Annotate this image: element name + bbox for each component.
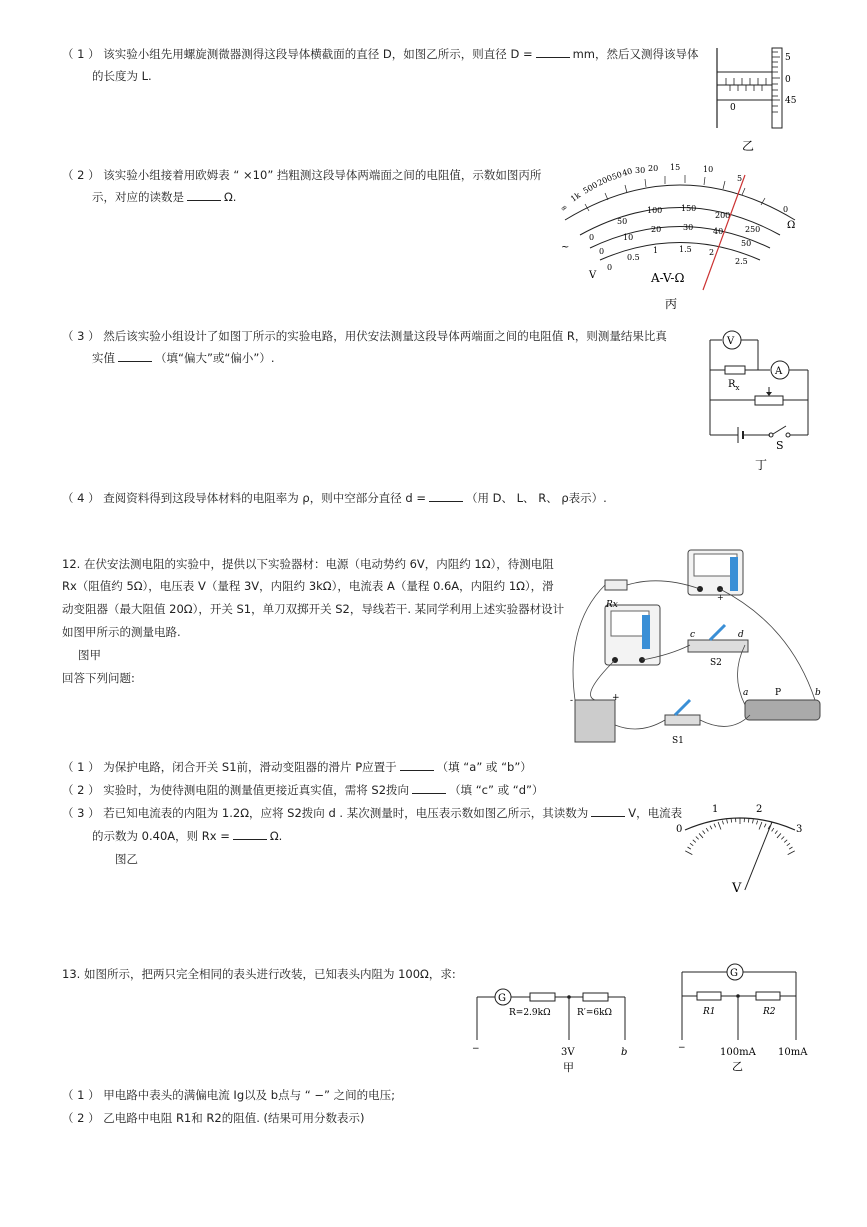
volt-tick-label: 2 xyxy=(756,804,763,815)
volt-tick xyxy=(696,837,699,840)
main-scale-zero: 0 xyxy=(730,103,736,113)
q12-part2: （ 2 ） 实验时，为使待测电阻的测量值更接近真实值，需将 S2拨向 （填 “c” 或 “d”） xyxy=(62,783,544,797)
terminal-10ma: 10mA xyxy=(778,1047,808,1058)
low-label: 2.5 xyxy=(735,257,748,266)
q12-figure-caption: 图甲 xyxy=(78,648,101,662)
q13-stem: 13. 如图所示，把两只完全相同的表头进行改装，已知表头内阻为 100Ω，求: xyxy=(62,967,456,981)
terminal-b: b xyxy=(621,1047,628,1058)
mid-label: 0 xyxy=(599,247,605,256)
battery-minus: - xyxy=(570,696,574,706)
rheostat-a: a xyxy=(743,688,749,698)
volt-tick xyxy=(722,821,723,825)
dc-label: 150 xyxy=(681,204,697,213)
r2-label: R2 xyxy=(763,1007,776,1017)
voltmeter-label: V xyxy=(727,336,735,347)
galvanometer-label: G xyxy=(730,968,738,979)
volt-tick xyxy=(788,851,795,855)
q11-part2-line1: （ 2 ） 该实验小组接着用欧姆表 “ ×10” 挡粗测这段导体两端面之间的电阻值，示数如图丙所 xyxy=(62,168,542,182)
volt-tick xyxy=(752,819,753,823)
volt-tick xyxy=(731,819,732,823)
q11-part4-line: （ 4 ） 查阅资料得到这段导体材料的电阻率为 ρ，则中空部分直径 d = （用 D、 L、 R、 ρ表示）. xyxy=(62,491,607,505)
r1-label: R1 xyxy=(703,1007,716,1017)
ohm-label: 200 xyxy=(596,173,614,188)
ohm-label: 50 xyxy=(610,169,624,182)
volt-tick xyxy=(693,840,696,843)
minus-terminal: − xyxy=(678,1043,686,1053)
rx-label: Rx xyxy=(606,600,618,610)
thimble-tick-45: 45 xyxy=(785,96,797,106)
test-resistor xyxy=(605,580,627,590)
q12-stem-line2: Rx（阻值约 5Ω），电压表 V（量程 3V，内阻约 3kΩ），电流表 A（量程 0.6A，内阻约 1Ω），滑 xyxy=(62,579,554,593)
volt-tick xyxy=(710,826,712,830)
switch-label: S xyxy=(776,439,784,452)
answer-blank[interactable] xyxy=(536,47,570,58)
figure-caption: 丙 xyxy=(665,297,678,311)
low-label: 0 xyxy=(607,263,613,272)
resistor-rprime-label: R′=6kΩ xyxy=(577,1008,613,1018)
dc-label: 200 xyxy=(715,211,731,220)
mid-label: 20 xyxy=(651,225,662,234)
ammeter-label: A xyxy=(775,366,783,377)
volt-tick xyxy=(764,824,766,828)
q13-part2: （ 2 ） 乙电路中电阻 R1和 R2的阻值. (结果可用分数表示) xyxy=(62,1111,365,1125)
contact-d: d xyxy=(738,630,744,640)
terminal-100ma: 100mA xyxy=(720,1047,756,1058)
q12-part3-line2: 的示数为 0.40A，则 Rx = Ω. xyxy=(92,829,283,843)
volt-tick xyxy=(772,828,774,831)
q11-part1-line2: 的长度为 L. xyxy=(92,69,152,83)
dc-label: 50 xyxy=(617,217,628,226)
ohm-label: 15 xyxy=(670,163,681,172)
answer-blank[interactable] xyxy=(591,806,625,817)
answer-blank[interactable] xyxy=(118,351,152,362)
ohm-label: 5 xyxy=(737,174,743,183)
volt-tick xyxy=(787,843,790,845)
q12-volt-caption: 图乙 xyxy=(115,852,138,866)
figure-caption: 乙 xyxy=(742,139,755,153)
s2-label: S2 xyxy=(710,658,722,668)
volt-tick xyxy=(781,837,784,840)
ohm-label: 10 xyxy=(703,165,714,174)
mode-label: A-V-Ω xyxy=(651,271,685,285)
q12-stem-line4: 如图甲所示的测量电路. xyxy=(62,625,181,639)
volt-tick-label: 0 xyxy=(676,824,683,835)
volt-tick xyxy=(685,851,692,855)
volt-tick xyxy=(727,819,728,823)
answer-blank[interactable] xyxy=(429,491,463,502)
volt-tick xyxy=(775,831,777,834)
plus-terminal: + xyxy=(717,593,724,602)
volt-tick xyxy=(703,831,705,834)
volt-tick xyxy=(759,822,762,829)
volt-tick xyxy=(690,843,693,845)
mid-label: 10 xyxy=(623,233,634,242)
galvanometer-label: G xyxy=(498,993,506,1004)
rheostat-p: P xyxy=(775,688,782,698)
dc-label: 100 xyxy=(647,206,663,215)
thimble-tick-0: 0 xyxy=(785,75,791,85)
rheostat-b: b xyxy=(815,688,821,698)
ohm-label: 40 xyxy=(621,166,634,178)
micrometer-figure xyxy=(712,40,802,155)
answer-blank[interactable] xyxy=(400,760,434,771)
resistor-label: $R_x$ xyxy=(728,379,740,392)
resistor-r-label: R=2.9kΩ xyxy=(509,1008,551,1018)
q11-part3-line2: 实值 （填“偏大”或“偏小”）. xyxy=(92,351,275,365)
volt-tick xyxy=(777,833,781,838)
ohm-label: 20 xyxy=(648,164,659,173)
switch-s1 xyxy=(665,715,700,725)
mid-label: 30 xyxy=(683,223,694,232)
volt-tick xyxy=(687,847,690,849)
mid-label: 40 xyxy=(713,227,724,236)
volt-tick xyxy=(718,822,721,829)
minus-terminal: − xyxy=(472,1044,480,1054)
q12-part3-line1: （ 3 ） 若已知电流表的内阻为 1.2Ω，应将 S2拨向 d . 某次测量时，电压表示数如图乙所示，其读数为 V，电流表 xyxy=(62,806,683,820)
figure-caption: 丁 xyxy=(755,458,768,472)
q13-part1: （ 1 ） 甲电路中表头的满偏电流 Ig以及 b点与 “ −” 之间的电压; xyxy=(62,1088,395,1102)
volt-tick xyxy=(757,821,758,825)
q11-part2-line2: 示，对应的读数是 Ω. xyxy=(92,190,237,204)
answer-blank[interactable] xyxy=(187,190,221,201)
ohm-label: 0 xyxy=(783,205,789,214)
apparatus-figure xyxy=(560,545,830,750)
dc-label: 0 xyxy=(589,233,595,242)
q11-part3-line1: （ 3 ） 然后该实验小组设计了如图丁所示的实验电路，用伏安法测量这段导体两端面之间的电阻值 R，则测量结果比真 xyxy=(62,329,667,343)
q12-stem-line1: 12. 在伏安法测电阻的实验中，提供以下实验器材：电源（电动势约 6V，内阻约 1Ω），待测电阻 xyxy=(62,557,554,571)
low-label: 1 xyxy=(653,246,659,255)
mid-label: 50 xyxy=(741,239,752,248)
rheostat xyxy=(745,700,820,720)
battery-plus: + xyxy=(612,693,620,703)
ohm-label: 1k xyxy=(568,190,583,204)
voltmeter-dial-figure xyxy=(670,798,810,898)
volt-tick xyxy=(789,847,792,849)
double-throw-switch xyxy=(688,640,748,652)
dc-label: 250 xyxy=(745,225,761,234)
volt-tick xyxy=(748,819,749,823)
voltmeter-unit: V xyxy=(732,881,742,896)
answer-blank[interactable] xyxy=(412,783,446,794)
ammeter-conversion-circuit xyxy=(672,962,822,1074)
multimeter-dial-figure xyxy=(555,160,805,315)
contact-c: c xyxy=(690,630,696,640)
s1-label: S1 xyxy=(672,736,684,746)
q12-part1: （ 1 ） 为保护电路，闭合开关 S1前，滑动变阻器的滑片 P应置于 （填 “a” 或 “b”） xyxy=(62,760,532,774)
volt-tick-label: 1 xyxy=(712,804,719,815)
battery-pack xyxy=(575,700,615,742)
volt-tick xyxy=(706,828,708,831)
volt-tick xyxy=(784,840,787,843)
voltammetry-circuit-figure xyxy=(700,325,820,475)
q12-stem-line3: 动变阻器（最大阻值 20Ω），开关 S1，单刀双掷开关 S2，导线若干. 某同学利用上述实验器材设计 xyxy=(62,602,565,616)
ac-symbol: ~ xyxy=(561,242,570,253)
ohm-unit: Ω xyxy=(787,220,796,231)
q11-part1-line1: （ 1 ） 该实验小组先用螺旋测微器测得这段导体横截面的直径 D，如图乙所示，则直径 D = mm，然后又测得该导体 xyxy=(62,47,699,61)
low-label: 1.5 xyxy=(679,245,692,254)
figure-caption: 乙 xyxy=(732,1060,743,1073)
thimble-tick-5: 5 xyxy=(785,53,791,63)
low-label: 0.5 xyxy=(627,253,640,262)
q12-prompt: 回答下列问题: xyxy=(62,671,135,685)
terminal-3v: 3V xyxy=(561,1047,575,1058)
ohm-label: 500 xyxy=(581,180,600,196)
voltmeter-needle xyxy=(745,822,772,890)
answer-blank[interactable] xyxy=(233,829,267,840)
ohm-label: 30 xyxy=(635,166,646,175)
voltmeter-conversion-circuit xyxy=(465,985,635,1075)
volt-tick-label: 3 xyxy=(796,824,803,835)
ohm-label: ∞ xyxy=(558,202,570,214)
low-label: 2 xyxy=(709,248,715,257)
volt-tick xyxy=(699,833,703,838)
figure-caption: 甲 xyxy=(563,1061,574,1074)
volt-tick xyxy=(714,824,716,828)
meter-needle xyxy=(703,175,745,290)
dc-voltage-symbol: V xyxy=(589,270,597,281)
